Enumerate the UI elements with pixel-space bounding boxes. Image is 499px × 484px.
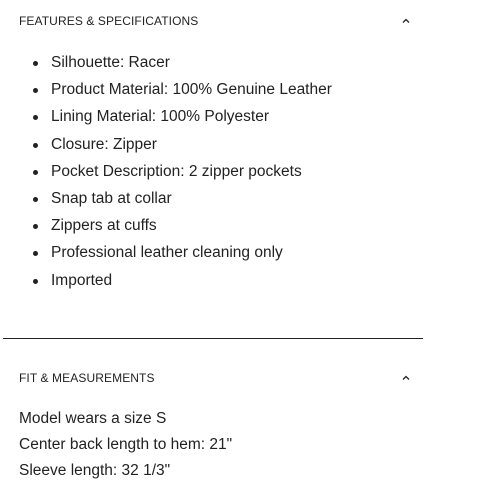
features-accordion-header[interactable] xyxy=(19,11,411,31)
features-section-title: FEATURES & SPECIFICATIONS xyxy=(19,14,199,28)
features-list xyxy=(19,52,332,297)
list-item: Imported xyxy=(51,270,332,297)
fit-section-title: FIT & MEASUREMENTS xyxy=(19,371,155,385)
chevron-up-icon[interactable] xyxy=(401,373,411,383)
list-item: Zippers at cuffs xyxy=(51,215,332,242)
list-item: Pocket Description: 2 zipper pockets xyxy=(51,161,332,188)
fit-sleeve-length: Sleeve length: 32 1/3" xyxy=(19,462,171,479)
list-item: Professional leather cleaning only xyxy=(51,242,332,269)
section-divider xyxy=(3,338,423,339)
list-item: Silhouette: Racer xyxy=(51,52,332,79)
list-item: Snap tab at collar xyxy=(51,188,332,215)
chevron-up-icon[interactable] xyxy=(401,16,411,26)
list-item: Closure: Zipper xyxy=(51,134,332,161)
list-item: Product Material: 100% Genuine Leather xyxy=(51,79,332,106)
fit-details xyxy=(19,408,232,484)
fit-back-length: Center back length to hem: 21" xyxy=(19,436,233,453)
fit-accordion-header[interactable] xyxy=(19,368,411,388)
list-item: Lining Material: 100% Polyester xyxy=(51,106,332,133)
fit-model-size: Model wears a size S xyxy=(19,410,167,427)
